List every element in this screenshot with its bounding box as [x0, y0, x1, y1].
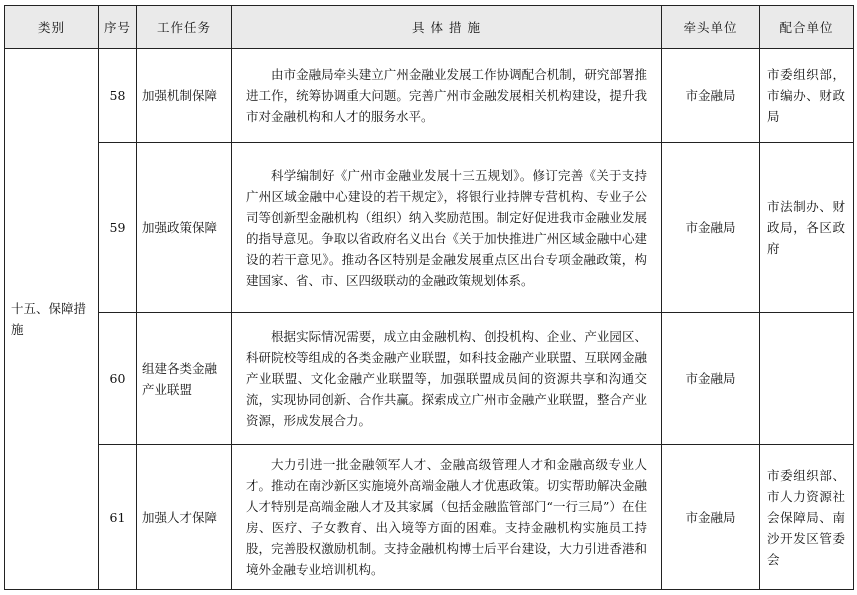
row-lead: 市金融局	[662, 313, 760, 445]
header-category: 类别	[5, 6, 99, 49]
row-number: 59	[99, 143, 137, 313]
row-task: 加强政策保障	[137, 143, 232, 313]
category-cell	[5, 49, 99, 590]
row-cooperate: 市委组织部，市编办、财政局	[760, 49, 854, 143]
measures-table	[4, 5, 854, 590]
row-cooperate	[760, 313, 854, 445]
header-task: 工作任务	[137, 6, 232, 49]
row-measures	[232, 143, 662, 313]
row-number: 61	[99, 445, 137, 590]
table-row	[5, 143, 854, 313]
document-page	[4, 5, 853, 590]
header-cooperate: 配合单位	[760, 6, 854, 49]
row-task: 加强机制保障	[137, 49, 232, 143]
measures-text: 大力引进一批金融领军人才、金融高级管理人才和金融高级专业人才。推动在南沙新区实施境外高端金融人才优惠政策。切实帮助解决金融人才特别是高端金融人才及其家属（包括金融监管部门“一行三局”）在住房、医疗、子女教育、出入境等方面的困难。支持金融机构实施员工持股，完善股权激励机制。支持金融机构博士后平台建设，大力引进香港和境外金融专业培训机构。	[246, 457, 647, 577]
header-row	[5, 6, 854, 49]
table-row	[5, 49, 854, 143]
header-number: 序号	[99, 6, 137, 49]
row-task: 加强人才保障	[137, 445, 232, 590]
row-number: 60	[99, 313, 137, 445]
measures-text: 由市金融局牵头建立广州金融业发展工作协调配合机制，研究部署推进工作，统筹协调重大问题。完善广州市金融发展相关机构建设，提升我市对金融机构和人才的服务水平。	[246, 67, 647, 124]
row-measures	[232, 445, 662, 590]
row-lead: 市金融局	[662, 445, 760, 590]
row-lead: 市金融局	[662, 49, 760, 143]
measures-text: 根据实际情况需要，成立由金融机构、创投机构、企业、产业园区、科研院校等组成的各类金融产业联盟，如科技金融产业联盟、互联网金融产业联盟、文化金融产业联盟等，加强联盟成员间的资源共享和沟通交流，实现协同创新、合作共赢。探索成立广州市金融产业联盟，整合产业资源，形成发展合力。	[246, 329, 647, 428]
row-measures	[232, 313, 662, 445]
row-lead: 市金融局	[662, 143, 760, 313]
header-measures: 具 体 措 施	[232, 6, 662, 49]
table-row	[5, 313, 854, 445]
category-label: 十五、保障措施	[11, 301, 87, 337]
row-number: 58	[99, 49, 137, 143]
row-task: 组建各类金融产业联盟	[137, 313, 232, 445]
measures-text: 科学编制好《广州市金融业发展十三五规划》。修订完善《关于支持广州区域金融中心建设的若干规定》，将银行业持牌专营机构、专业子公司等创新型金融机构（组织）纳入奖励范围。制定好促进我市金融业发展的指导意见。争取以省政府名义出台《关于加快推进广州区域金融中心建设的若干意见》。推动各区特别是金融发展重点区出台专项金融政策，构建国家、省、市、区四级联动的金融政策规划体系。	[246, 167, 647, 288]
table-row	[5, 445, 854, 590]
row-cooperate: 市法制办、财政局，各区政府	[760, 143, 854, 313]
row-measures	[232, 49, 662, 143]
header-lead: 牵头单位	[662, 6, 760, 49]
row-cooperate: 市委组织部、市人力资源社会保障局、南沙开发区管委会	[760, 445, 854, 590]
